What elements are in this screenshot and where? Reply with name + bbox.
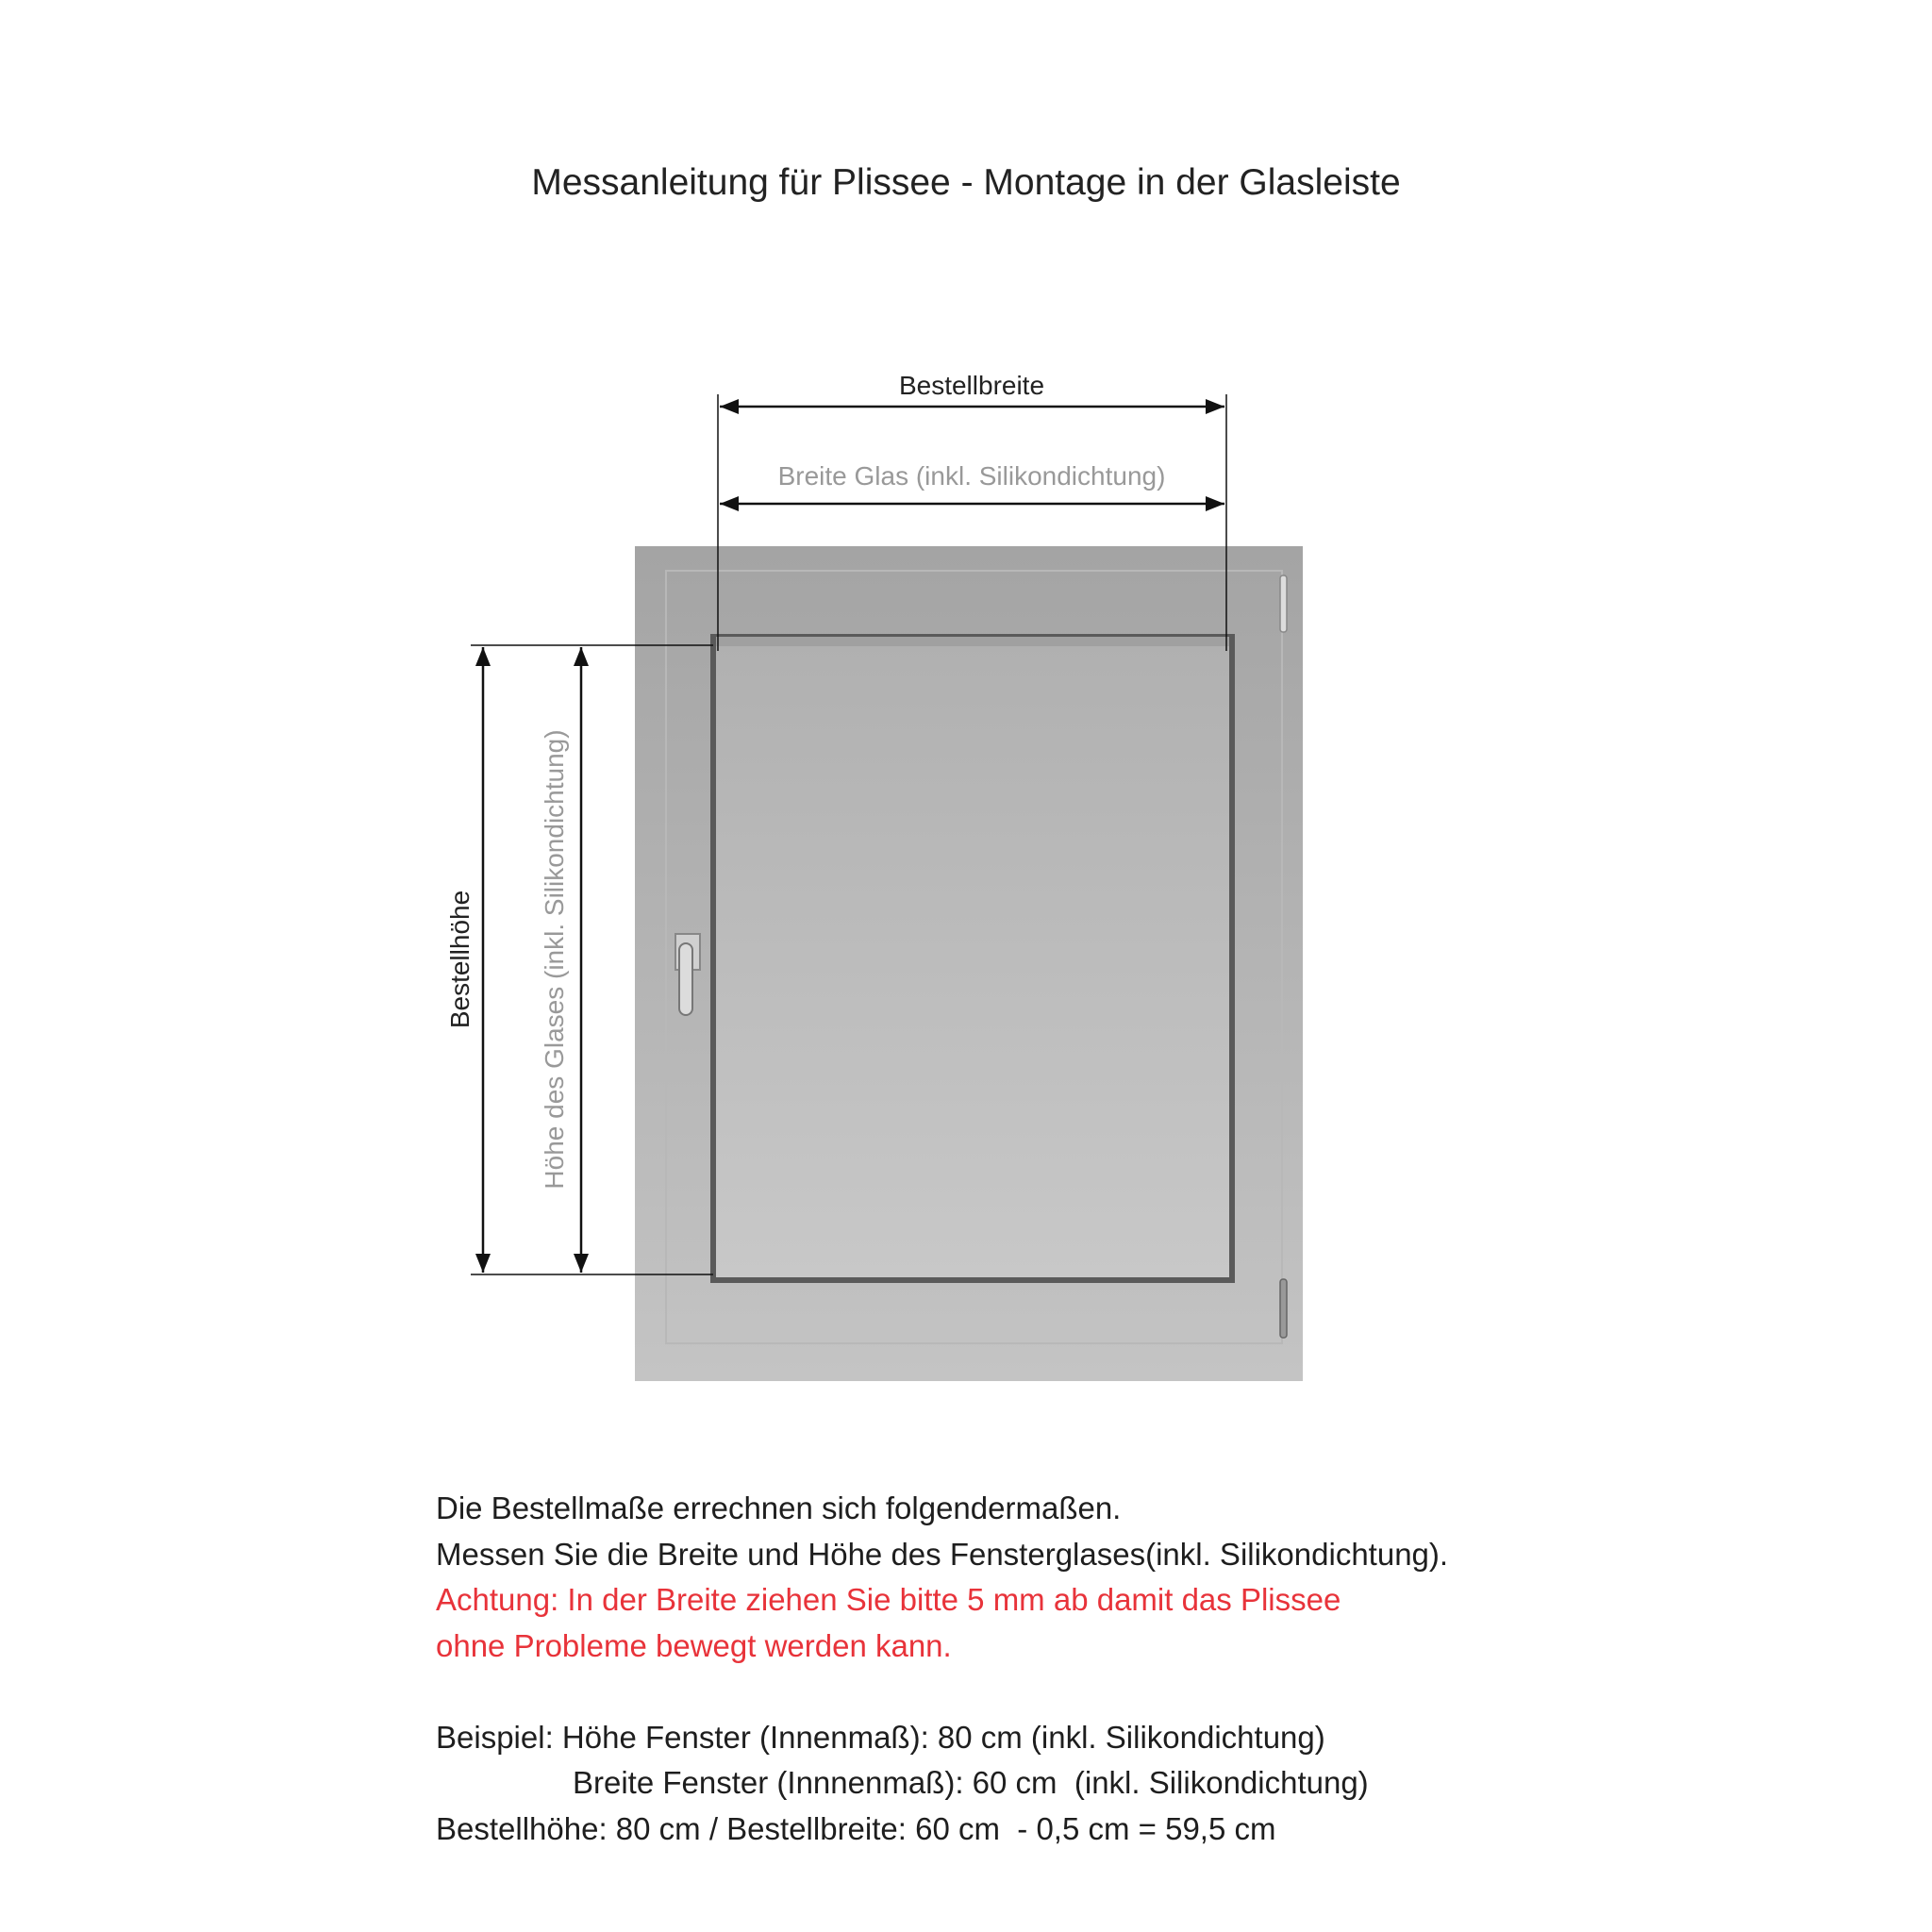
width-order-label: Bestellbreite (898, 371, 1045, 400)
glass-top-bead (716, 637, 1229, 646)
hinge-bottom-icon (1280, 1279, 1287, 1338)
instruction-line-1: Die Bestellmaße errechnen sich folgendermaßen. (436, 1491, 1122, 1525)
window-glass (713, 637, 1232, 1280)
instruction-line-2: Messen Sie die Breite und Höhe des Fensterglases(inkl. Silikondichtung). (436, 1537, 1449, 1572)
warning-line-2: ohne Probleme bewegt werden kann. (436, 1628, 952, 1663)
height-glass-label: Höhe des Glases (inkl. Silikondichtung) (540, 729, 569, 1190)
example-line-1: Beispiel: Höhe Fenster (Innenmaß): 80 cm (inkl. Silikondichtung) (436, 1720, 1325, 1755)
example-line-3: Bestellhöhe: 80 cm / Bestellbreite: 60 cm - 0,5 cm = 59,5 cm (436, 1811, 1276, 1846)
hinge-top-icon (1280, 575, 1287, 632)
warning-line-1: Achtung: In der Breite ziehen Sie bitte 5 mm ab damit das Plissee (436, 1582, 1341, 1617)
page-title: Messanleitung für Plissee - Montage in der Glasleiste (531, 162, 1401, 203)
example-line-2: Breite Fenster (Innnenmaß): 60 cm (inkl. Silikondichtung) (573, 1765, 1369, 1800)
width-glass-label: Breite Glas (inkl. Silikondichtung) (777, 461, 1166, 491)
height-order-label: Bestellhöhe (445, 890, 475, 1029)
